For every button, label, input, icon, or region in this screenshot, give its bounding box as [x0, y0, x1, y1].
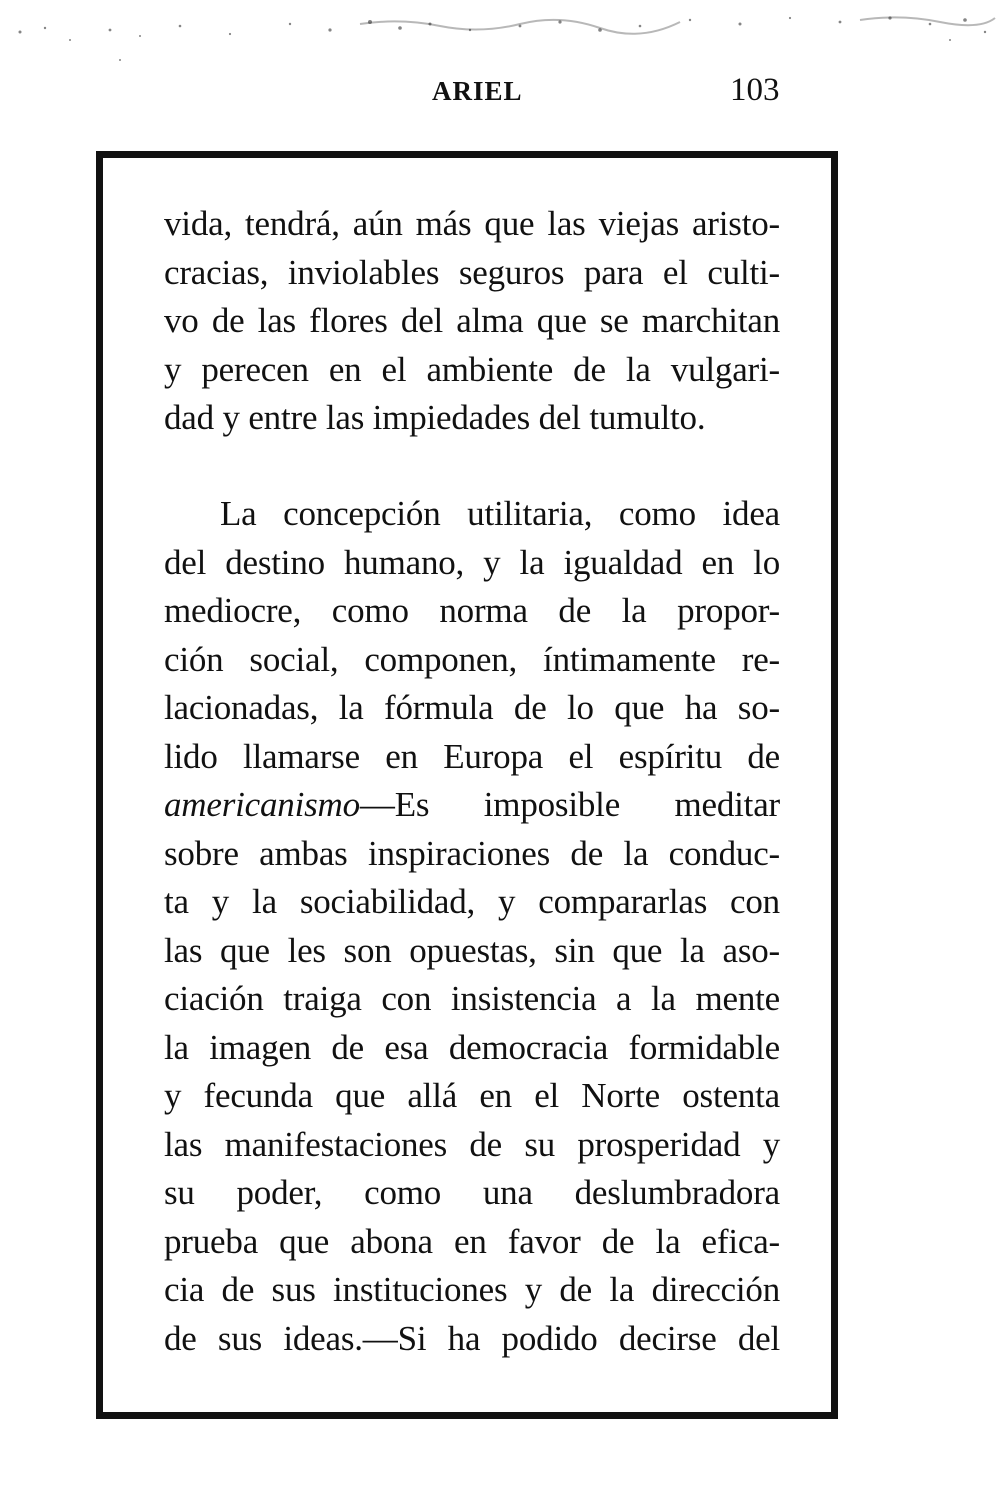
text-line: lacionadas, la fórmula de lo que ha so-	[164, 688, 780, 727]
text-line: La concepción utilitaria, como idea	[220, 494, 780, 533]
text-line: cracias, inviolables seguros para el culti-	[164, 252, 780, 292]
text-line: vo de las flores del alma que se marchitan	[164, 301, 780, 340]
text-line: la imagen de esa democracia formidable	[164, 1027, 780, 1067]
text-line: las que les son opuestas, sin que la aso-	[164, 930, 780, 970]
text-line: prueba que abona en favor de la efica-	[164, 1221, 780, 1261]
text-line: y perecen en el ambiente de la vulgari-	[164, 349, 780, 389]
paragraph-2	[164, 490, 780, 1363]
text-line: dad y entre las impiedades del tumulto.	[164, 398, 706, 437]
text-line: cia de sus instituciones y de la dirección	[164, 1270, 780, 1309]
italic-term: americanismo	[164, 785, 360, 824]
text-line: de sus ideas.—Si ha podido decirse del	[164, 1318, 780, 1358]
text-line: vida, tendrá, aún más que las viejas aristo-	[164, 204, 780, 243]
text-line: ciación traiga con insistencia a la mente	[164, 979, 780, 1018]
scan-noise-strip	[0, 0, 1000, 70]
text-line: mediocre, como norma de la propor-	[164, 591, 780, 630]
text-line: lido llamarse en Europa el espíritu de	[164, 736, 780, 776]
body-text	[164, 200, 780, 1363]
text-line-rest: —Es imposible meditar	[359, 785, 780, 824]
text-line: y fecunda que allá en el Norte ostenta	[164, 1076, 780, 1115]
running-title: ARIEL	[432, 76, 523, 106]
paragraph-gap	[164, 443, 780, 491]
running-header	[0, 70, 1000, 110]
text-line: ción social, componen, íntimamente re-	[164, 639, 780, 679]
text-line: su poder, como una deslumbradora	[164, 1173, 780, 1212]
text-line: sobre ambas inspiraciones de la conduc-	[164, 833, 780, 873]
text-line: las manifestaciones de su prosperidad y	[164, 1124, 780, 1164]
text-line: del destino humano, y la igualdad en lo	[164, 542, 780, 582]
paragraph-1	[164, 200, 780, 443]
text-line: ta y la sociabilidad, y compararlas con	[164, 882, 780, 921]
text-line-with-italic	[164, 781, 780, 830]
page-number: 103	[730, 72, 780, 108]
